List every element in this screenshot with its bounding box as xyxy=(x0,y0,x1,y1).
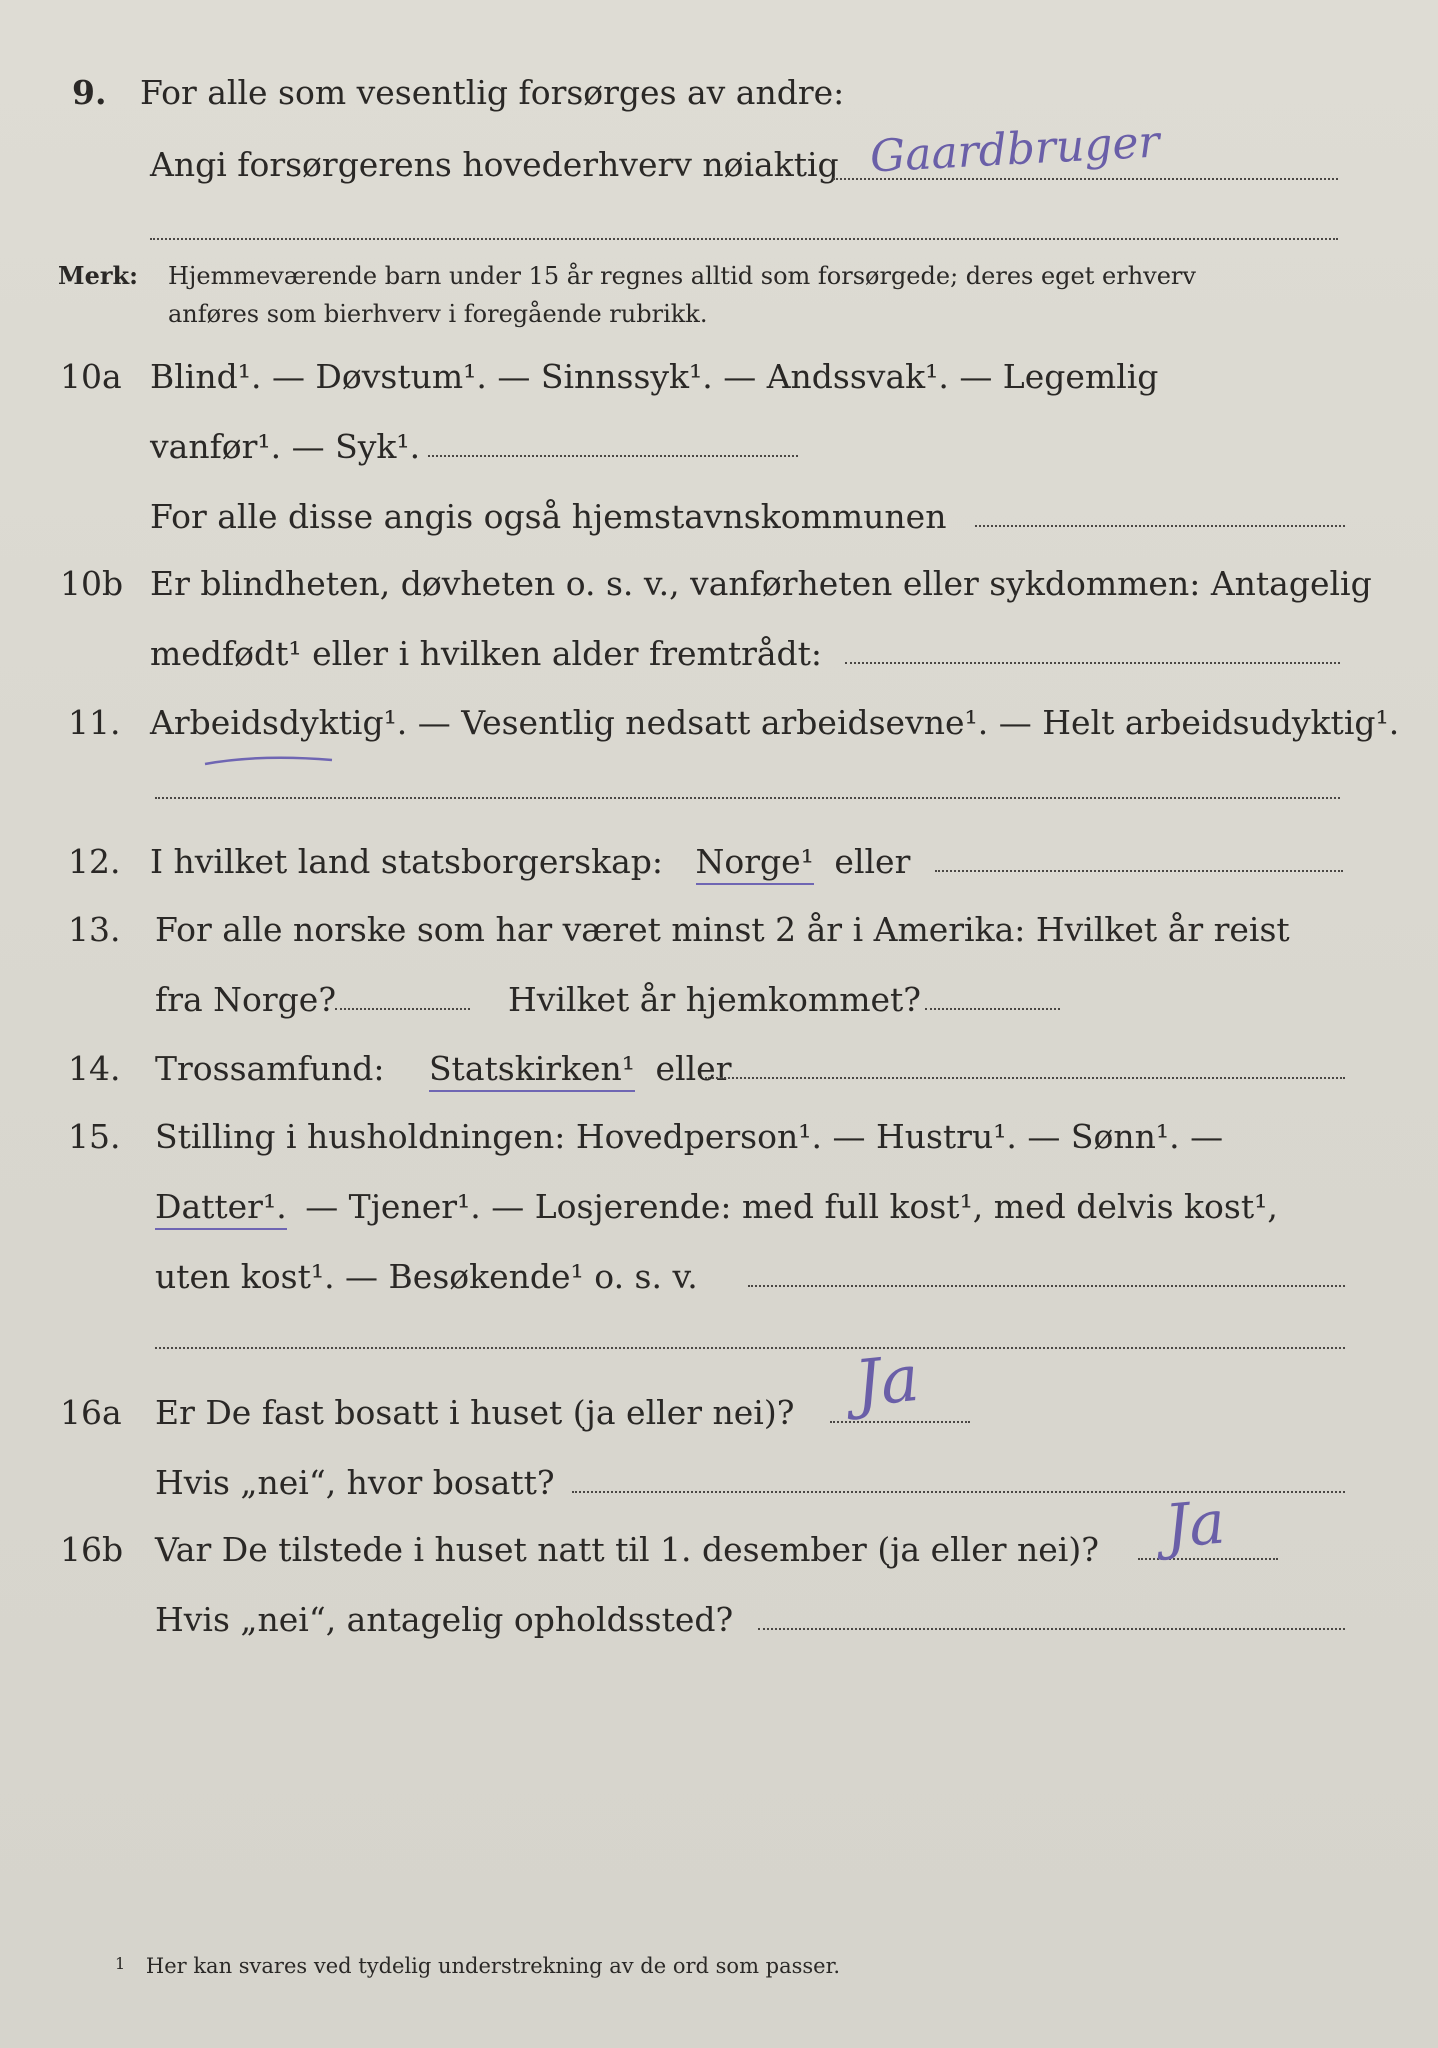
note-line1: Hjemmeværende barn under 15 år regnes alltid som forsørgede; deres eget erhverv xyxy=(168,262,1196,290)
q10a-line3-answer-line xyxy=(975,525,1345,527)
q16a-line2: Hvis „nei“, hvor bosatt? xyxy=(155,1463,555,1502)
q9-number: 9. xyxy=(72,73,107,112)
q16a-answer-line xyxy=(830,1421,970,1423)
q13-left-answer-line xyxy=(335,1008,470,1010)
q14-option-statskirken: Statskirken¹ xyxy=(429,1049,635,1092)
q12-number: 12. xyxy=(68,842,121,881)
q15-number: 15. xyxy=(68,1117,121,1156)
q15-line2 xyxy=(155,1187,1278,1226)
q10b-line2: medfødt¹ eller i hvilken alder fremtrådt: xyxy=(150,634,823,673)
q11-line1: Arbeidsdyktig¹. — Vesentlig nedsatt arbeidsevne¹. — Helt arbeidsudyktig¹. xyxy=(150,703,1400,742)
q12-option-norge: Norge¹ xyxy=(696,842,814,885)
q16a-number: 16a xyxy=(60,1393,122,1432)
q10a-line1: Blind¹. — Døvstum¹. — Sinnssyk¹. — Andssvak¹. — Legemlig xyxy=(150,357,1159,396)
q14-suffix: eller xyxy=(655,1049,732,1088)
footnote-mark: 1 xyxy=(115,1954,126,1973)
q15-continuation-line xyxy=(155,1347,1345,1349)
q15-answer-line xyxy=(748,1285,1345,1287)
q10a-line2-answer-line xyxy=(428,455,798,457)
q14-answer-line xyxy=(705,1077,1345,1079)
q16b-number: 16b xyxy=(60,1530,124,1569)
q11-number: 11. xyxy=(68,703,121,742)
q16b-line1: Var De tilstede i huset natt til 1. desember (ja eller nei)? xyxy=(155,1530,1099,1569)
q12-suffix: eller xyxy=(834,842,911,881)
q11-underline-mark xyxy=(200,748,340,772)
q16b-line2: Hvis „nei“, antagelig opholdssted? xyxy=(155,1600,734,1639)
q12-line xyxy=(150,842,911,881)
q16b-answer-handwritten: Ja xyxy=(1162,1487,1228,1563)
q15-line1: Stilling i husholdningen: Hovedperson¹. — Hustru¹. — Sønn¹. — xyxy=(155,1117,1224,1156)
q13-right-answer-line xyxy=(925,1008,1060,1010)
q14-line xyxy=(155,1049,732,1088)
q12-answer-line xyxy=(935,870,1343,872)
q13-line1: For alle norske som har været minst 2 år i Amerika: Hvilket år reist xyxy=(155,910,1290,949)
footnote xyxy=(115,1956,840,1977)
q9-line1: For alle som vesentlig forsørges av andre: xyxy=(140,73,845,112)
q9-continuation-line xyxy=(150,238,1338,240)
q14-number: 14. xyxy=(68,1049,121,1088)
note-line2: anføres som bierhverv i foregående rubrikk. xyxy=(168,300,708,328)
q11-answer-line xyxy=(155,797,1340,799)
footnote-text: Her kan svares ved tydelig understrekning av de ord som passer. xyxy=(145,1954,841,1978)
q10a-number: 10a xyxy=(60,357,122,396)
q10b-answer-line xyxy=(845,662,1340,664)
q15-line3: uten kost¹. — Besøkende¹ o. s. v. xyxy=(155,1257,698,1296)
q12-prefix: I hvilket land statsborgerskap: xyxy=(150,842,664,881)
q13-line2a: fra Norge? xyxy=(155,980,337,1019)
q10b-number: 10b xyxy=(60,564,124,603)
q10a-line3: For alle disse angis også hjemstavnskommunen xyxy=(150,497,947,536)
q14-prefix: Trossamfund: xyxy=(155,1049,385,1088)
q10a-line2: vanfør¹. — Syk¹. xyxy=(150,427,421,466)
q15-option-datter: Datter¹. xyxy=(155,1187,287,1230)
note-label: Merk: xyxy=(58,261,138,290)
q15-line2-rest: — Tjener¹. — Losjerende: med full kost¹, med delvis kost¹, xyxy=(305,1187,1278,1226)
q13-number: 13. xyxy=(68,910,121,949)
q16a-answer-handwritten: Ja xyxy=(851,1341,923,1423)
q9-line2: Angi forsørgerens hovederhverv nøiaktig xyxy=(150,145,839,184)
q16b-line2-answer-line xyxy=(758,1628,1345,1630)
q9-answer-handwritten: Gaardbruger xyxy=(868,116,1161,183)
q13-line2b: Hvilket år hjemkommet? xyxy=(508,980,921,1019)
q10b-line1: Er blindheten, døvheten o. s. v., vanførheten eller sykdommen: Antagelig xyxy=(150,564,1372,603)
q16a-line2-answer-line xyxy=(572,1491,1345,1493)
q16a-line1: Er De fast bosatt i huset (ja eller nei)? xyxy=(155,1393,795,1432)
